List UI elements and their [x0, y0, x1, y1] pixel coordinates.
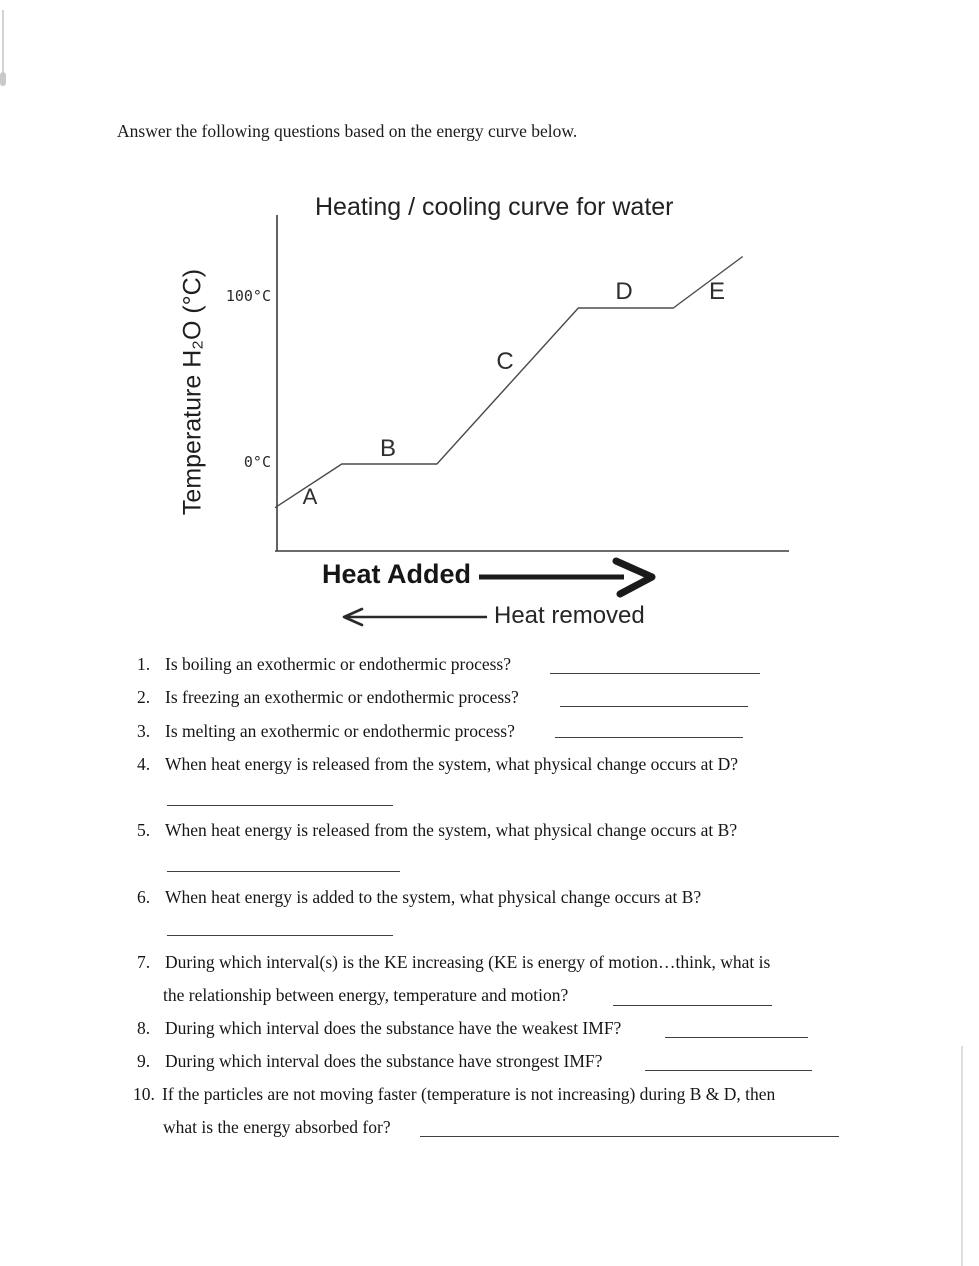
question-10-line2 [163, 1117, 391, 1138]
question-6-number: 6. [137, 887, 151, 907]
question-1 [137, 654, 511, 675]
heating-curve-polyline [275, 257, 743, 508]
question-2 [137, 687, 519, 708]
question-7-line2 [163, 985, 568, 1006]
question-4-number: 4. [137, 754, 151, 774]
chart-title: Heating / cooling curve for water [315, 193, 674, 221]
question-7-text-line2: the relationship between energy, temperature and motion? [163, 985, 569, 1005]
answer-blank-1 [550, 673, 760, 674]
question-10-text-line1: If the particles are not moving faster (temperature is not increasing) during B & D, then [162, 1084, 776, 1104]
question-2-number: 2. [137, 687, 151, 707]
question-2-text: Is freezing an exothermic or endothermic process? [165, 687, 519, 707]
question-9-number: 9. [137, 1051, 151, 1071]
segment-label-a: A [302, 484, 318, 509]
question-10-number: 10. [133, 1084, 155, 1104]
heat-removed-label: Heat removed [494, 602, 645, 629]
segment-label-e: E [708, 278, 726, 305]
intro-text: Answer the following questions based on the energy curve below. [117, 121, 578, 141]
question-3-text: Is melting an exothermic or endothermic process? [165, 721, 515, 741]
y-axis-label: Temperature H₂O (°C) [178, 268, 207, 516]
question-1-number: 1. [137, 654, 151, 674]
answer-blank-8 [665, 1037, 808, 1038]
question-8 [137, 1018, 621, 1039]
answer-blank-10 [420, 1136, 839, 1137]
answer-blank-2 [560, 706, 748, 707]
heat-added-label: Heat Added [322, 559, 472, 589]
question-7-text-line1: During which interval(s) is the KE increasing (KE is energy of motion…think, what is [165, 952, 771, 972]
question-4 [137, 754, 738, 775]
question-5 [137, 820, 737, 841]
question-8-number: 8. [137, 1018, 151, 1038]
segment-label-b: B [379, 435, 397, 462]
answer-blank-6 [167, 935, 393, 936]
question-10-text-line2: what is the energy absorbed for? [163, 1117, 391, 1137]
question-3-number: 3. [137, 721, 151, 741]
y-tick-100: 100°C [225, 287, 271, 305]
question-5-text: When heat energy is released from the system, what physical change occurs at B? [165, 820, 738, 840]
question-5-number: 5. [137, 820, 151, 840]
answer-blank-7 [613, 1005, 772, 1006]
question-3 [137, 721, 515, 742]
question-6 [137, 887, 701, 908]
y-tick-0: 0°C [243, 453, 271, 471]
segment-label-c: C [496, 348, 514, 375]
question-8-text: During which interval does the substance have the weakest IMF? [165, 1018, 622, 1038]
question-1-text: Is boiling an exothermic or endothermic process? [165, 654, 512, 674]
question-9-text: During which interval does the substance have strongest IMF? [165, 1051, 603, 1071]
answer-blank-9 [645, 1070, 812, 1071]
question-9 [137, 1051, 602, 1072]
question-10-line1 [133, 1084, 775, 1105]
answer-blank-4 [167, 805, 393, 806]
answer-blank-5 [167, 871, 400, 872]
question-6-text: When heat energy is added to the system, what physical change occurs at B? [165, 887, 702, 907]
question-4-text: When heat energy is released from the system, what physical change occurs at D? [165, 754, 739, 774]
question-7-line1 [137, 952, 770, 973]
segment-label-d: D [615, 278, 633, 305]
answer-blank-3 [555, 737, 743, 738]
question-7-number: 7. [137, 952, 151, 972]
